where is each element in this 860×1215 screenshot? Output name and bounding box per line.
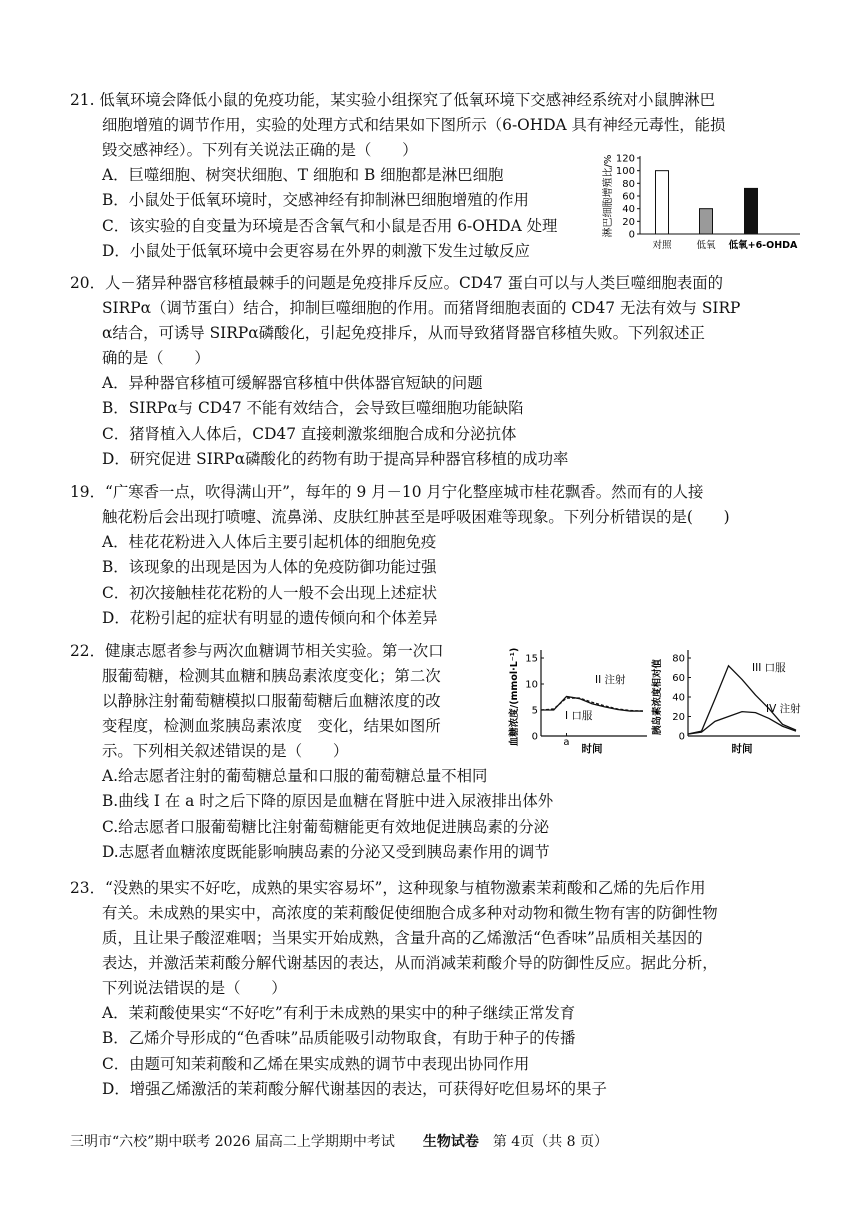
q23-line-2: 有关。未成熟的果实中，高浓度的茉莉酸促使细胞合成多种对动物和微生物有害的防御性物 [102, 904, 718, 922]
y-axis-label: 胰岛素浓度相对值 [652, 658, 663, 736]
series-line-0 [688, 666, 796, 734]
x-tick-label-2: 低氧+6-OHDA [728, 240, 798, 251]
line-chart-blood-glucose [505, 640, 655, 762]
question-19 [70, 480, 805, 632]
q21-line-3: 毁交感神经）。下列有关说法正确的是（ ） [102, 141, 418, 159]
q20-option-a: A．异种器官移植可缓解器官移植中供体器官短缺的问题 [102, 374, 483, 392]
footer-exam-name: 三明市“六校”期中联考 2026 届高二上学期期中考试 [70, 1134, 395, 1150]
series-label-0: I 口服 [565, 710, 593, 722]
q22-line-2: 服葡萄糖，检测其血糖和胰岛素浓度变化；第二次 [102, 667, 441, 685]
q23-line-4: 表达，并激活茉莉酸分解代谢基因的表达，从而消减茉莉酸介导的防御性反应。据此分析， [102, 954, 718, 972]
y-tick-label-4: 80 [672, 653, 685, 665]
bar-0 [656, 171, 669, 234]
q19-line-1: 19．“广寒香一点，吹得满山开”，每年的 9 月－10 月宁化整座城市桂花飘香。然而有的人接 [70, 483, 704, 501]
q23-line-5: 下列说法错误的是（ ） [102, 979, 287, 997]
q23-option-c: C．由题可知茉莉酸和乙烯在果实成熟的调节中表现出协同作用 [102, 1054, 530, 1073]
q22-option-b: B.曲线 I 在 a 时之后下降的原因是血糖在肾脏中进入尿液排出体外 [102, 792, 554, 811]
y-axis-label: 淋巴细胞增殖比/% [603, 154, 614, 238]
q21-option-d: D．小鼠处于低氧环境中会更容易在外界的刺激下发生过敏反应 [102, 242, 530, 261]
q21-line-2: 细胞增殖的调节作用，实验的处理方式和结果如下图所示（6-OHDA 具有神经元毒性，能损 [102, 116, 726, 134]
question-20 [70, 271, 805, 473]
q21-line-1: 21. 低氧环境会降低小鼠的免疫功能，某实验小组探究了低氧环境下交感神经系统对小鼠脾淋巴 [70, 91, 715, 109]
y-tick-label-3: 15 [525, 653, 538, 665]
q19-option-d: D．花粉引起的症状有明显的遗传倾向和个体差异 [102, 609, 438, 628]
q22-option-c: C.给志愿者口服葡萄糖比注射葡萄糖能更有效地促进胰岛素的分泌 [102, 817, 550, 836]
q19-option-a: A．桂花花粉进入人体后主要引起机体的细胞免疫 [102, 533, 437, 551]
q20-line-4: 确的是（ ） [102, 349, 210, 367]
q20-line-2: SIRPα（调节蛋白）结合，抑制巨噬细胞的作用。而猪肾细胞表面的 CD47 无法有效与 SIRP [102, 299, 741, 317]
q19-option-b: B．该现象的出现是因为人体的免疫防御功能过强 [102, 558, 437, 577]
q19-option-c: C．初次接触桂花花粉的人一般不会出现上述症状 [102, 583, 437, 602]
q20-line-1: 20．人－猪异种器官移植最棘手的问题是免疫排斥反应。CD47 蛋白可以与人类巨噬细胞表面的 [70, 274, 724, 292]
bar-1 [700, 209, 713, 234]
y-tick-label-1: 20 [672, 712, 685, 723]
page-footer [70, 1131, 810, 1151]
y-axis-label: 血糖浓度/(mmol·L⁻¹) [509, 647, 520, 747]
series-label-0: III 口服 [752, 662, 786, 674]
q22-line-3: 以静脉注射葡萄糖模拟口服葡萄糖后血糖浓度的改 [102, 692, 441, 710]
footer-subject: 生物试卷 [422, 1134, 479, 1150]
y-tick-label-2: 10 [525, 679, 538, 691]
q22-line-4: 变程度，检测血浆胰岛素浓度 变化，结果如图所 [102, 717, 441, 735]
q20-line-3: α结合，可诱导 SIRPα磷酸化，引起免疫排斥，从而导致猪肾器官移植失败。下列叙述正 [102, 324, 705, 342]
q22-option-d: D.志愿者血糖浓度既能影响胰岛素的分泌又受到胰岛素作用的调节 [102, 843, 550, 862]
x-axis-label: 时间 [731, 743, 753, 755]
y-tick-label-1: 20 [622, 216, 635, 228]
y-tick-label-3: 60 [672, 673, 685, 684]
q19-line-2: 触花粉后会出现打喷嚏、流鼻涕、皮肤红肿甚至是呼吸困难等现象。下列分析错误的是( ) [102, 508, 730, 526]
bar-2 [745, 188, 758, 234]
y-tick-label-0: 0 [628, 229, 635, 241]
q22-option-a: A.给志愿者注射的葡萄糖总量和口服的葡萄糖总量不相同 [102, 767, 488, 785]
q21-option-a: A．巨噬细胞、树突状细胞、T 细胞和 B 细胞都是淋巴细胞 [102, 166, 504, 184]
q22-line-5: 示。下列相关叙述错误的是（ ） [102, 742, 349, 760]
line-chart-insulin [648, 640, 808, 762]
y-tick-label-5: 100 [615, 166, 635, 178]
q20-option-c: C．猪肾植入人体后，CD47 直接刺激浆细胞合成和分泌抗体 [102, 424, 517, 443]
q20-option-b: B．SIRPα与 CD47 不能有效结合，会导致巨噬细胞功能缺陷 [102, 399, 524, 418]
y-tick-label-2: 40 [672, 692, 685, 704]
q21-option-c: C．该实验的自变量为环境是否含氧气和小鼠是否用 6-OHDA 处理 [102, 216, 558, 235]
q21-option-b: B．小鼠处于低氧环境时，交感神经有抑制淋巴细胞增殖的作用 [102, 191, 529, 210]
y-tick-label-0: 0 [531, 731, 538, 743]
x-tick-label-0: 对照 [652, 240, 672, 251]
q23-line-3: 质，且让果子酸涩难咽；当果实开始成熟，含量升高的乙烯激活“色香味”品质相关基因的 [102, 929, 703, 947]
y-tick-label-3: 60 [622, 191, 635, 203]
y-tick-label-1: 5 [531, 705, 538, 717]
y-tick-label-6: 120 [615, 153, 635, 165]
series-label-1: IV 注射 [766, 703, 801, 715]
q20-option-d: D．研究促进 SIRPα磷酸化的药物有助于提高异种器官移植的成功率 [102, 450, 569, 469]
q23-option-d: D．增强乙烯激活的茉莉酸分解代谢基因的表达，可获得好吃但易坏的果子 [102, 1080, 607, 1099]
x-axis-label: 时间 [581, 743, 603, 755]
x-tick-label-1: 低氧 [696, 240, 716, 251]
series-line-0 [541, 696, 643, 711]
q23-line-1: 23．“没熟的果实不好吃，成熟的果实容易坏”，这种现象与植物激素茉莉酸和乙烯的先后作用 [70, 879, 706, 897]
y-tick-label-0: 0 [678, 731, 685, 743]
footer-page-number: 第 4页（共 8 页） [492, 1134, 609, 1150]
q22-line-1: 22．健康志愿者参与两次血糖调节相关实验。第一次口 [70, 642, 444, 660]
x-marker-label: a [563, 737, 570, 748]
y-tick-label-2: 40 [622, 204, 635, 216]
question-23 [70, 876, 805, 1103]
y-tick-label-4: 80 [622, 178, 635, 190]
q23-option-b: B．乙烯介导形成的“色香味”品质能吸引动物取食，有助于种子的传播 [102, 1029, 576, 1048]
bar-chart-lymphocyte [600, 150, 805, 262]
q23-option-a: A．茉莉酸使果实“不好吃”有利于未成熟的果实中的种子继续正常发育 [102, 1004, 576, 1022]
series-label-1: II 注射 [595, 674, 626, 686]
